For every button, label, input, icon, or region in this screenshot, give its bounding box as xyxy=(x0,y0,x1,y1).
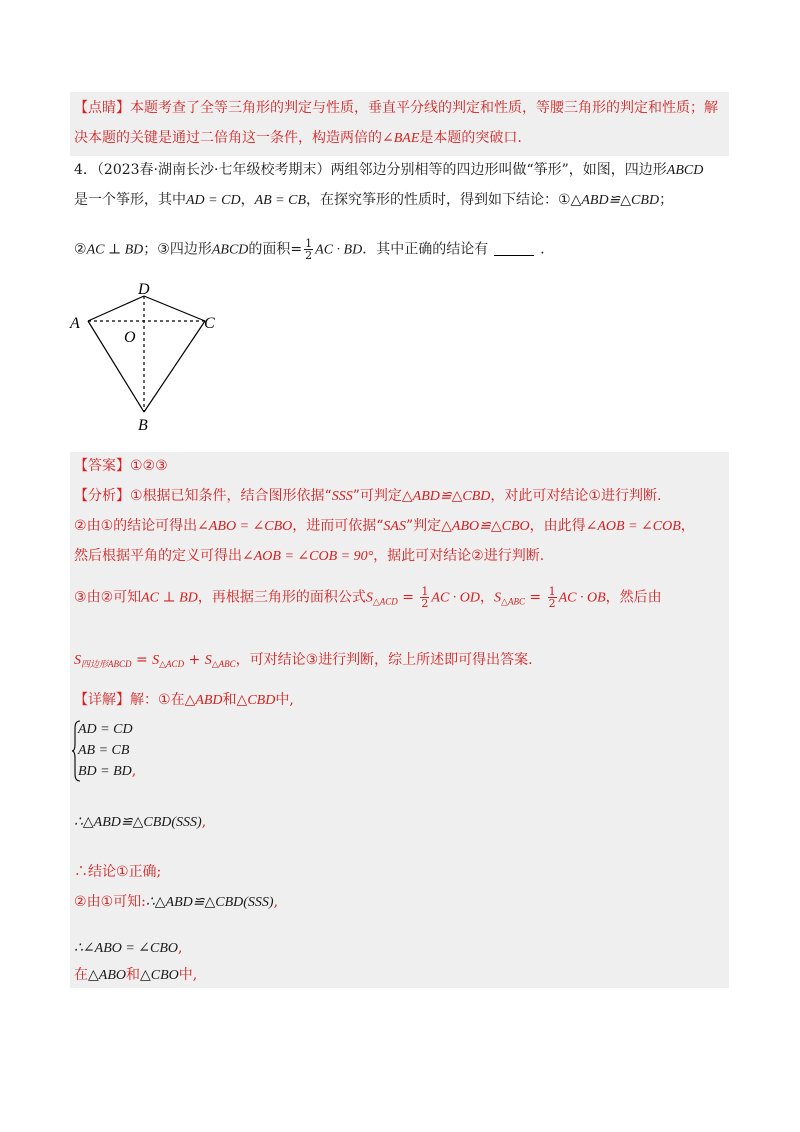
question-line-2: 是一个筝形，其中AD = CD，AB = CB，在探究筝形的性质时，得到如下结论：①△ABD≌△CBD； xyxy=(74,192,674,208)
analysis-line-3: 然后根据平角的定义可得出∠AOB = ∠COB = 90°，据此可对结论②进行判断. xyxy=(74,548,545,564)
analysis-tag: 【分析】 xyxy=(74,488,130,504)
segment-AD xyxy=(88,296,144,321)
analysis-line-4: ③由②可知AC ⊥ BD，再根据三角形的面积公式$S_{\triangle ACD}$ = $\frac{1}{2}$ AC · OD，$S_{\triangle ABC}$ = $\frac{1}{2}$ AC · OB，然后由 xyxy=(74,585,662,610)
equation-2: AB = CB xyxy=(78,743,130,758)
answer-text: ①②③ xyxy=(130,458,168,474)
analysis-line-1: 【分析】①根据已知条件，结合图形依据“SSS”可判定△ABD≌△CBD，对此可对结论①进行判断. xyxy=(74,488,662,504)
label-D: D xyxy=(138,281,150,298)
answer-tag: 【答案】 xyxy=(74,458,130,474)
detail-line-4: ②由①可知:∴△ABD≌△CBD(SSS), xyxy=(74,894,279,910)
label-A: A xyxy=(70,315,80,332)
answer-line xyxy=(74,456,168,476)
segment-DC xyxy=(144,296,205,321)
question-number: 4． xyxy=(74,162,97,178)
question-line-1: 4．（2023春·湖南长沙·七年级校考期末）两组邻边分别相等的四边形叫做“筝形”，如图，四边形ABCD xyxy=(74,162,704,178)
analysis-line-5: $S_{四边形ABCD} = S_{\triangle ACD} + S_{\triangle ABC}$，可对结论③进行判断，综上所述即可得出答案. xyxy=(74,652,533,669)
analysis-line-2: ②由①的结论可得出∠ABO = ∠CBO，进而可依据“SAS”判定△ABO≌△CBO，由此得∠AOB = ∠COB， xyxy=(74,518,695,534)
detail-line-1: 【详解】解：①在△ABD和△CBD中, xyxy=(74,692,294,708)
equation-1: AD = CD xyxy=(78,722,133,737)
tip-line-1: 【点睛】本题考查了全等三角形的判定与性质，垂直平分线的判定和性质，等腰三角形的判定和性质；解 xyxy=(74,100,718,116)
fraction-half: $\frac{1}{2}$ xyxy=(305,237,313,262)
detail-line-6: 在△ABO和△CBO中, xyxy=(74,967,198,983)
question-line-3: ②AC ⊥ BD；③四边形ABCD的面积= $\frac{1}{2}$ AC · BD．其中正确的结论有 ． xyxy=(74,237,555,262)
segment-BA xyxy=(88,321,144,412)
equation-3-row: BD = BD, xyxy=(78,763,137,779)
label-B: B xyxy=(138,417,148,434)
detail-line-2: ∴△ABD≌△CBD(SSS), xyxy=(74,814,207,830)
answer-blank xyxy=(494,255,534,256)
label-O: O xyxy=(124,329,136,346)
detail-line-5: ∴∠ABO = ∠CBO, xyxy=(74,940,183,956)
detail-tag: 【详解】 xyxy=(74,692,130,708)
equation-system xyxy=(78,719,136,782)
tip-line-2: 决本题的关键是通过二倍角这一条件，构造两倍的∠BAE是本题的突破口. xyxy=(74,130,522,146)
label-C: C xyxy=(204,315,215,332)
kite-figure xyxy=(66,276,226,436)
segment-CB xyxy=(144,321,205,412)
detail-line-3: ∴结论①正确; xyxy=(74,864,162,880)
tip-tag: 【点睛】 xyxy=(74,100,130,116)
question-source: （2023春·湖南长沙·七年级校考期末） xyxy=(96,162,331,178)
